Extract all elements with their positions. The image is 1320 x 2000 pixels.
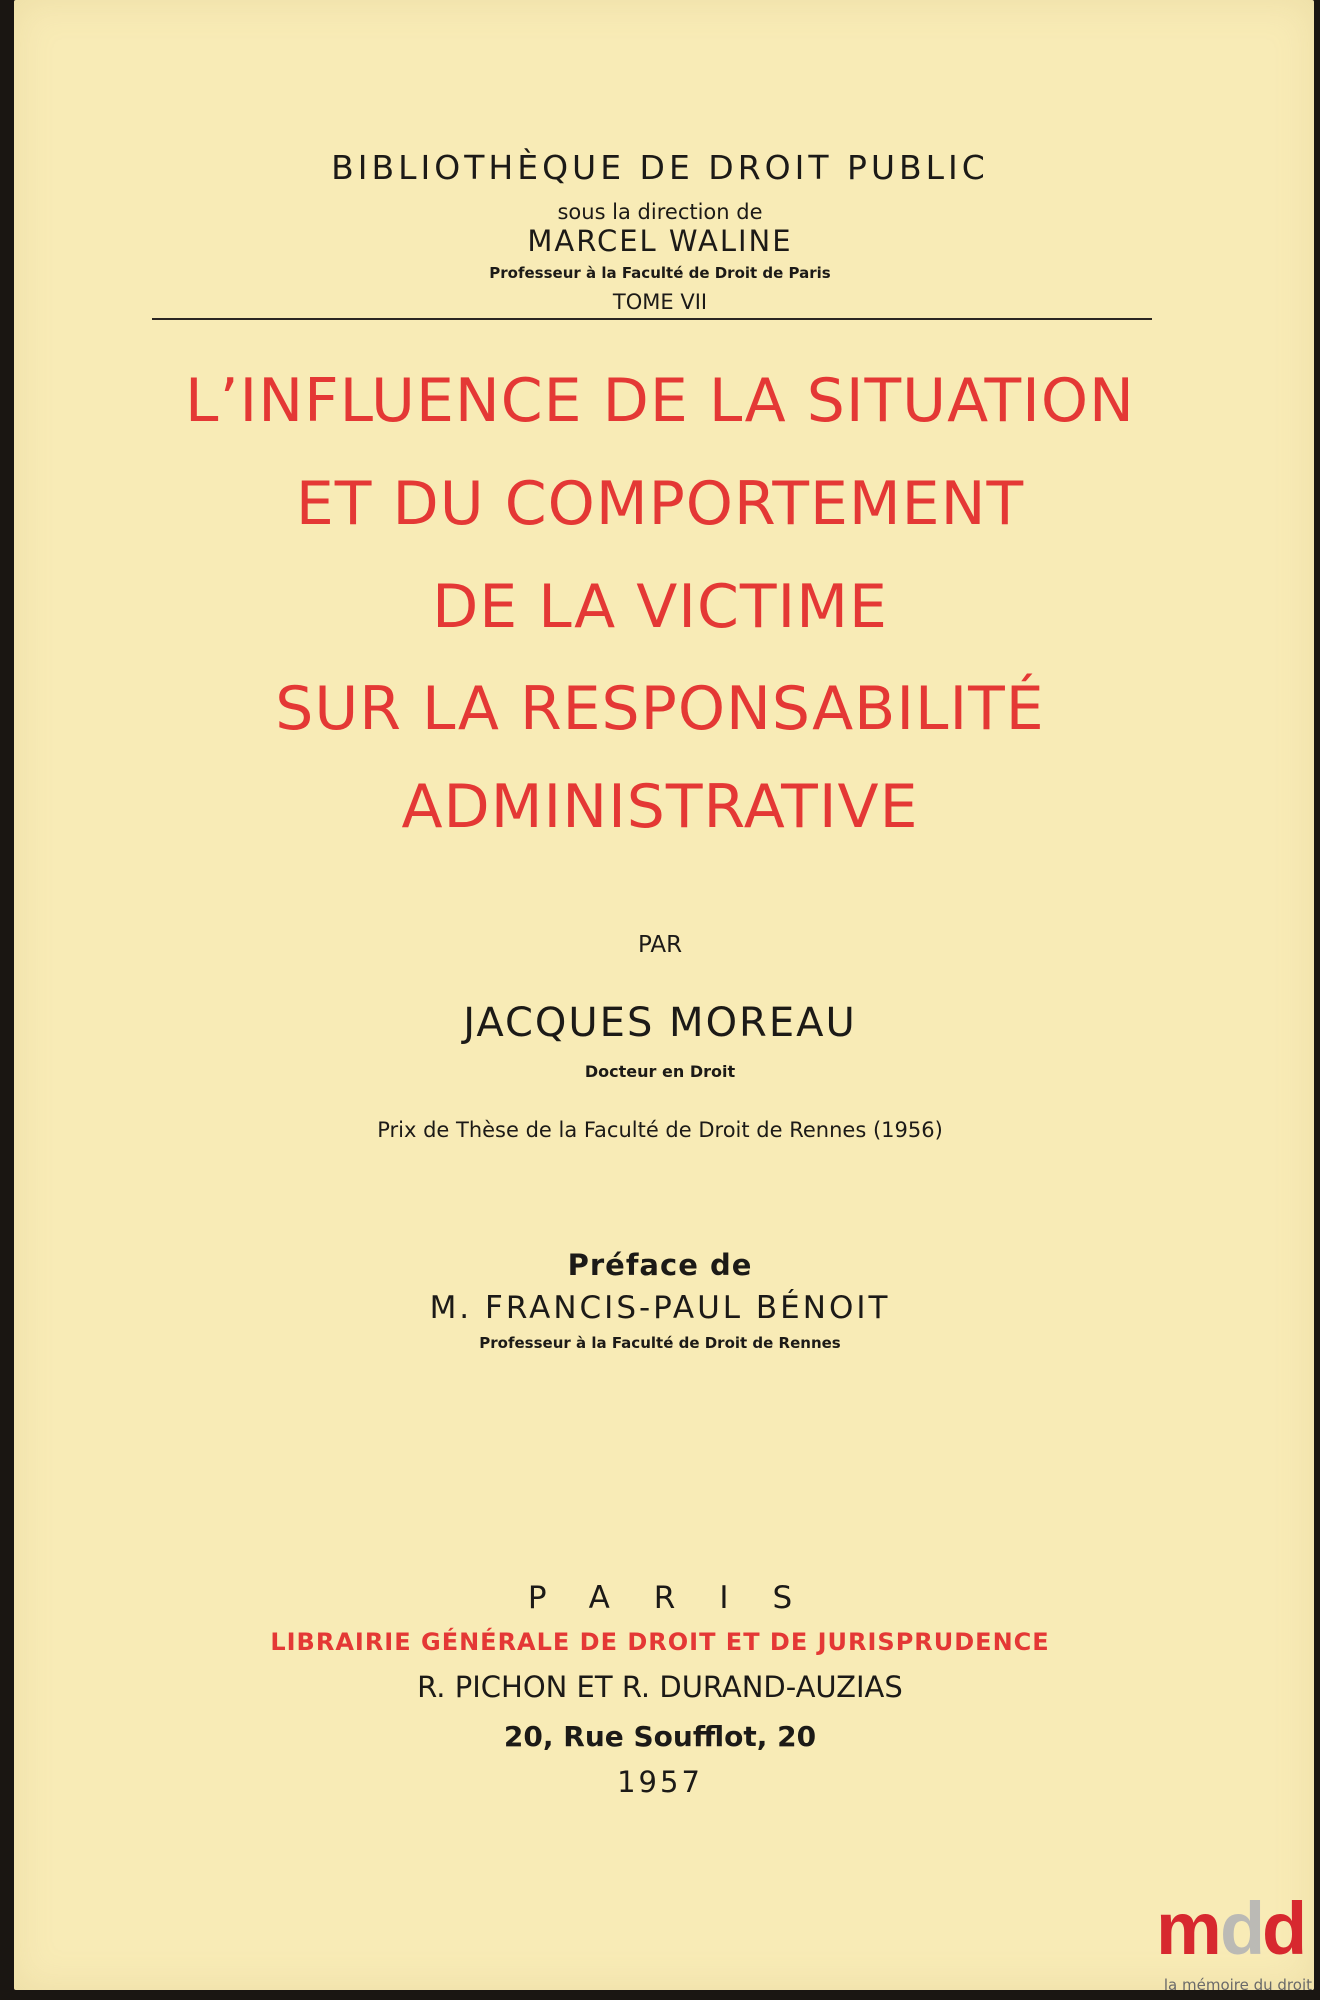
series-editor-role: Professeur à la Faculté de Droit de Paris xyxy=(489,264,831,282)
svg-text:d: d xyxy=(1220,1887,1266,1970)
title-divider xyxy=(152,318,1152,320)
preface-author: M. FRANCIS-PAUL BÉNOIT xyxy=(429,1290,891,1326)
book-title-line-5: ADMINISTRATIVE xyxy=(401,772,919,842)
imprint-city: PARIS xyxy=(527,1580,837,1616)
imprint-publisher-names: R. PICHON ET R. DURAND-AUZIAS xyxy=(417,1670,903,1704)
preface-author-role: Professeur à la Faculté de Droit de Rennes xyxy=(479,1334,841,1352)
book-title-line-3: DE LA VICTIME xyxy=(432,572,888,642)
series-editor: MARCEL WALINE xyxy=(527,224,793,258)
series-volume: TOME VII xyxy=(612,290,708,314)
imprint-publisher: LIBRAIRIE GÉNÉRALE DE DROIT ET DE JURISPRUDENCE xyxy=(270,1628,1050,1656)
book-title-line-4: SUR LA RESPONSABILITÉ xyxy=(275,674,1045,744)
watermark-caption: la mémoire du droit xyxy=(1163,1976,1312,1994)
svg-text:m: m xyxy=(1156,1887,1222,1970)
book-title-line-2: ET DU COMPORTEMENT xyxy=(295,469,1025,539)
series-direction: sous la direction de xyxy=(557,200,763,224)
imprint-year: 1957 xyxy=(617,1765,703,1799)
preface-label: Préface de xyxy=(567,1248,753,1282)
author-name: JACQUES MOREAU xyxy=(463,1000,857,1046)
author-by: PAR xyxy=(637,932,683,958)
author-prize: Prix de Thèse de la Faculté de Droit de Rennes (1956) xyxy=(377,1118,943,1142)
svg-text:d: d xyxy=(1262,1887,1308,1970)
imprint-address: 20, Rue Soufflot, 20 xyxy=(503,1720,817,1753)
book-title-line-1: L’INFLUENCE DE LA SITUATION xyxy=(185,366,1135,436)
series-title: BIBLIOTHÈQUE DE DROIT PUBLIC xyxy=(331,148,989,187)
author-degree: Docteur en Droit xyxy=(584,1062,736,1081)
